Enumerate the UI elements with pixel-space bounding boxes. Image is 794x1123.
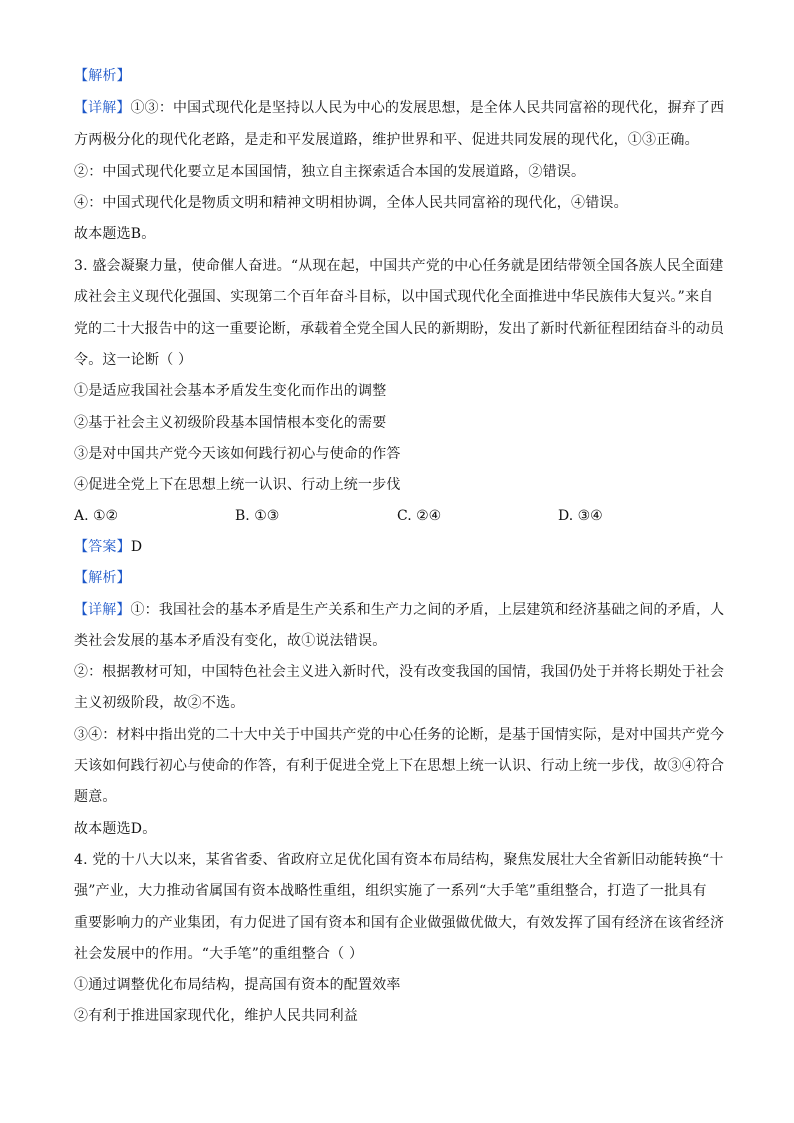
detail-line	[74, 98, 725, 118]
analysis-heading: 【解析】	[74, 570, 131, 586]
question-3-stem: 令。这一论断（ ）	[74, 352, 193, 368]
answer-line	[74, 537, 724, 557]
conclusion-line: 故本题选B。	[74, 226, 156, 242]
statement: ②有利于推进国家现代化，维护人民共同利益	[74, 1008, 358, 1024]
detail-line: ③④：材料中指出党的二十大中关于中国共产党的中心任务的论断，是基于国情实际，是对中国共产党今	[74, 727, 725, 743]
detail-line: 方两极分化的现代化老路，是走和平发展道路，维护世界和平、促进共同发展的现代化，①③正确。	[74, 132, 699, 148]
question-4-stem: 4. 党的十八大以来，某省省委、省政府立足优化国有资本布局结构，聚焦发展壮大全省新旧动能转换“十	[74, 852, 724, 868]
statement: ②基于社会主义初级阶段基本国情根本变化的需要	[74, 415, 387, 431]
detail-line: 题意。	[74, 789, 117, 805]
statement: ③是对中国共产党今天该如何践行初心与使命的作答	[74, 446, 401, 462]
conclusion-line: 故本题选D。	[74, 821, 157, 837]
question-4-stem: 社会发展中的作用。“大手笔”的重组整合（ ）	[74, 946, 364, 962]
detail-line	[74, 600, 725, 620]
detail-tag: 【详解】	[74, 602, 131, 618]
question-3-stem: 3. 盛会凝聚力量，使命催人奋进。“从现在起，中国共产党的中心任务就是团结带领全国各族人民全面建	[74, 258, 724, 274]
detail-text: ①：我国社会的基本矛盾是生产关系和生产力之间的矛盾，上层建筑和经济基础之间的矛盾，人	[130, 602, 725, 618]
detail-line: 天该如何践行初心与使命的作答，有利于促进全党上下在思想上统一认识、行动上统一步伐，故③④符合	[74, 758, 725, 774]
answer-tag: 【答案】	[74, 539, 131, 555]
detail-line: 类社会发展的基本矛盾没有变化，故①说法错误。	[74, 633, 387, 649]
option-c: C. ②④	[397, 508, 442, 524]
answer-value: D	[130, 539, 143, 555]
option-b: B. ①③	[235, 508, 280, 524]
statement: ④促进全党上下在思想上统一认识、行动上统一步伐	[74, 477, 401, 493]
option-d: D. ③④	[558, 508, 603, 524]
detail-line: ④：中国式现代化是物质文明和精神文明相协调，全体人民共同富裕的现代化，④错误。	[74, 195, 628, 211]
detail-line: 主义初级阶段，故②不选。	[74, 695, 245, 711]
detail-tag: 【详解】	[74, 100, 131, 116]
question-3-stem: 成社会主义现代化强国、实现第二个百年奋斗目标，以中国式现代化全面推进中华民族伟大复兴。”来自	[74, 289, 714, 305]
question-4-stem: 重要影响力的产业集团，有力促进了国有资本和国有企业做强做优做大，有效发挥了国有经济在该省经济	[74, 915, 725, 931]
detail-line: ②：中国式现代化要立足本国国情，独立自主探索适合本国的发展道路，②错误。	[74, 164, 586, 180]
statement: ①是适应我国社会基本矛盾发生变化而作出的调整	[74, 383, 387, 399]
analysis-heading: 【解析】	[74, 68, 131, 84]
detail-text: ①③：中国式现代化是坚持以人民为中心的发展思想，是全体人民共同富裕的现代化，摒弃了西	[130, 100, 725, 116]
question-3-stem: 党的二十大报告中的这一重要论断，承载着全党全国人民的新期盼，发出了新时代新征程团结奋斗的动员	[74, 321, 725, 337]
statement: ①通过调整优化布局结构，提高国有资本的配置效率	[74, 977, 401, 993]
detail-line: ②：根据教材可知，中国特色社会主义进入新时代，没有改变我国的国情，我国仍处于并将长期处于社会	[74, 664, 725, 680]
answer-options	[74, 506, 724, 526]
question-4-stem: 强”产业，大力推动省属国有资本战略性重组，组织实施了一系列“大手笔”重组整合，打造了一批具有	[74, 883, 707, 899]
option-a: A. ①②	[74, 508, 119, 524]
